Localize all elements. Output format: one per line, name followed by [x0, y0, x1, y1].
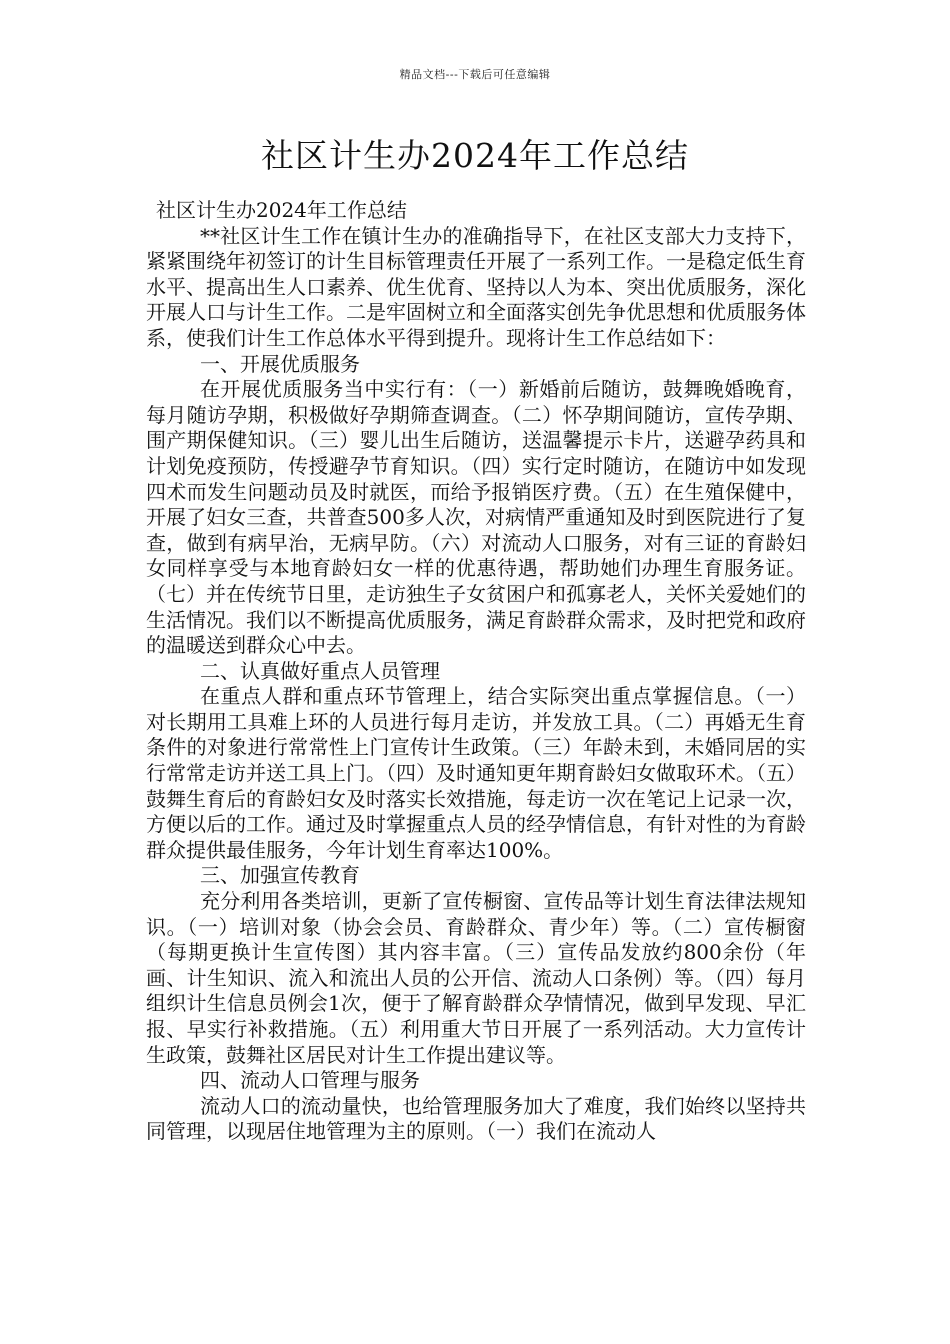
paragraph-section-3: 充分利用各类培训，更新了宣传橱窗、宣传品等计划生育法律法规知识。（一）培训对象（协会会员、育龄群众、青少年）等。（二）宣传橱窗（每期更换计生宣传图）其内容丰富。（三）宣传品发放约800余份（年画、计生知识、流入和流出人员的公开信、流动人口条例）等。（四）每月组织计生信息员例会1次，便于了解育龄群众孕情情况，做到早发现、早汇报、早实行补救措施。（五）利用重大节日开展了一系列活动。大力宣传计生政策，鼓舞社区居民对计生工作提出建议等。 [146, 889, 806, 1067]
header-note: 精品文档---下载后可任意编辑 [399, 68, 551, 81]
document-title: 社区计生办2024年工作总结 [261, 136, 689, 175]
section-heading-4: 四、流动人口管理与服务 [200, 1068, 420, 1093]
paragraph-intro: **社区计生工作在镇计生办的准确指导下，在社区支部大力支持下，紧紧围绕年初签订的计生目标管理责任开展了一系列工作。一是稳定低生育水平、提高出生人口素养、优生优育、坚持以人为本、突出优质服务，深化开展人口与计生工作。二是牢固树立和全面落实创先争优思想和优质服务体系，使我们计生工作总体水平得到提升。现将计生工作总结如下： [146, 223, 806, 350]
document-subtitle: 社区计生办2024年工作总结 [156, 198, 407, 222]
section-heading-3: 三、加强宣传教育 [200, 863, 360, 888]
section-heading-1: 一、开展优质服务 [200, 351, 360, 376]
paragraph-section-1: 在开展优质服务当中实行有：（一）新婚前后随访，鼓舞晚婚晚育，每月随访孕期，积极做好孕期筛查调查。（二）怀孕期间随访，宣传孕期、围产期保健知识。（三）婴儿出生后随访，送温馨提示卡片，送避孕药具和计划免疫预防，传授避孕节育知识。（四）实行定时随访，在随访中如发现四术而发生问题动员及时就医，而给予报销医疗费。（五）在生殖保健中，开展了妇女三查，共普查500多人次，对病情严重通知及时到医院进行了复查，做到有病早治，无病早防。（六）对流动人口服务，对有三证的育龄妇女同样享受与本地育龄妇女一样的优惠待遇，帮助她们办理生育服务证。（七）并在传统节日里，走访独生子女贫困户和孤寡老人，关怀关爱她们的生活情况。我们以不断提高优质服务，满足育龄群众需求，及时把党和政府的温暖送到群众心中去。 [146, 377, 806, 658]
paragraph-section-2: 在重点人群和重点环节管理上，结合实际突出重点掌握信息。（一）对长期用工具难上环的人员进行每月走访，并发放工具。（二）再婚无生育条件的对象进行常常性上门宣传计生政策。（三）年龄未到，未婚同居的实行常常走访并送工具上门。（四）及时通知更年期育龄妇女做取环术。（五）鼓舞生育后的育龄妇女及时落实长效措施，每走访一次在笔记上记录一次，方便以后的工作。通过及时掌握重点人员的经孕情信息，有针对性的为育龄群众提供最佳服务，今年计划生育率达100%。 [146, 684, 806, 862]
section-heading-2: 二、认真做好重点人员管理 [200, 658, 440, 683]
paragraph-section-4: 流动人口的流动量快，也给管理服务加大了难度，我们始终以坚持共同管理，以现居住地管理为主的原则。（一）我们在流动人 [146, 1093, 806, 1144]
document-body [146, 198, 806, 1145]
